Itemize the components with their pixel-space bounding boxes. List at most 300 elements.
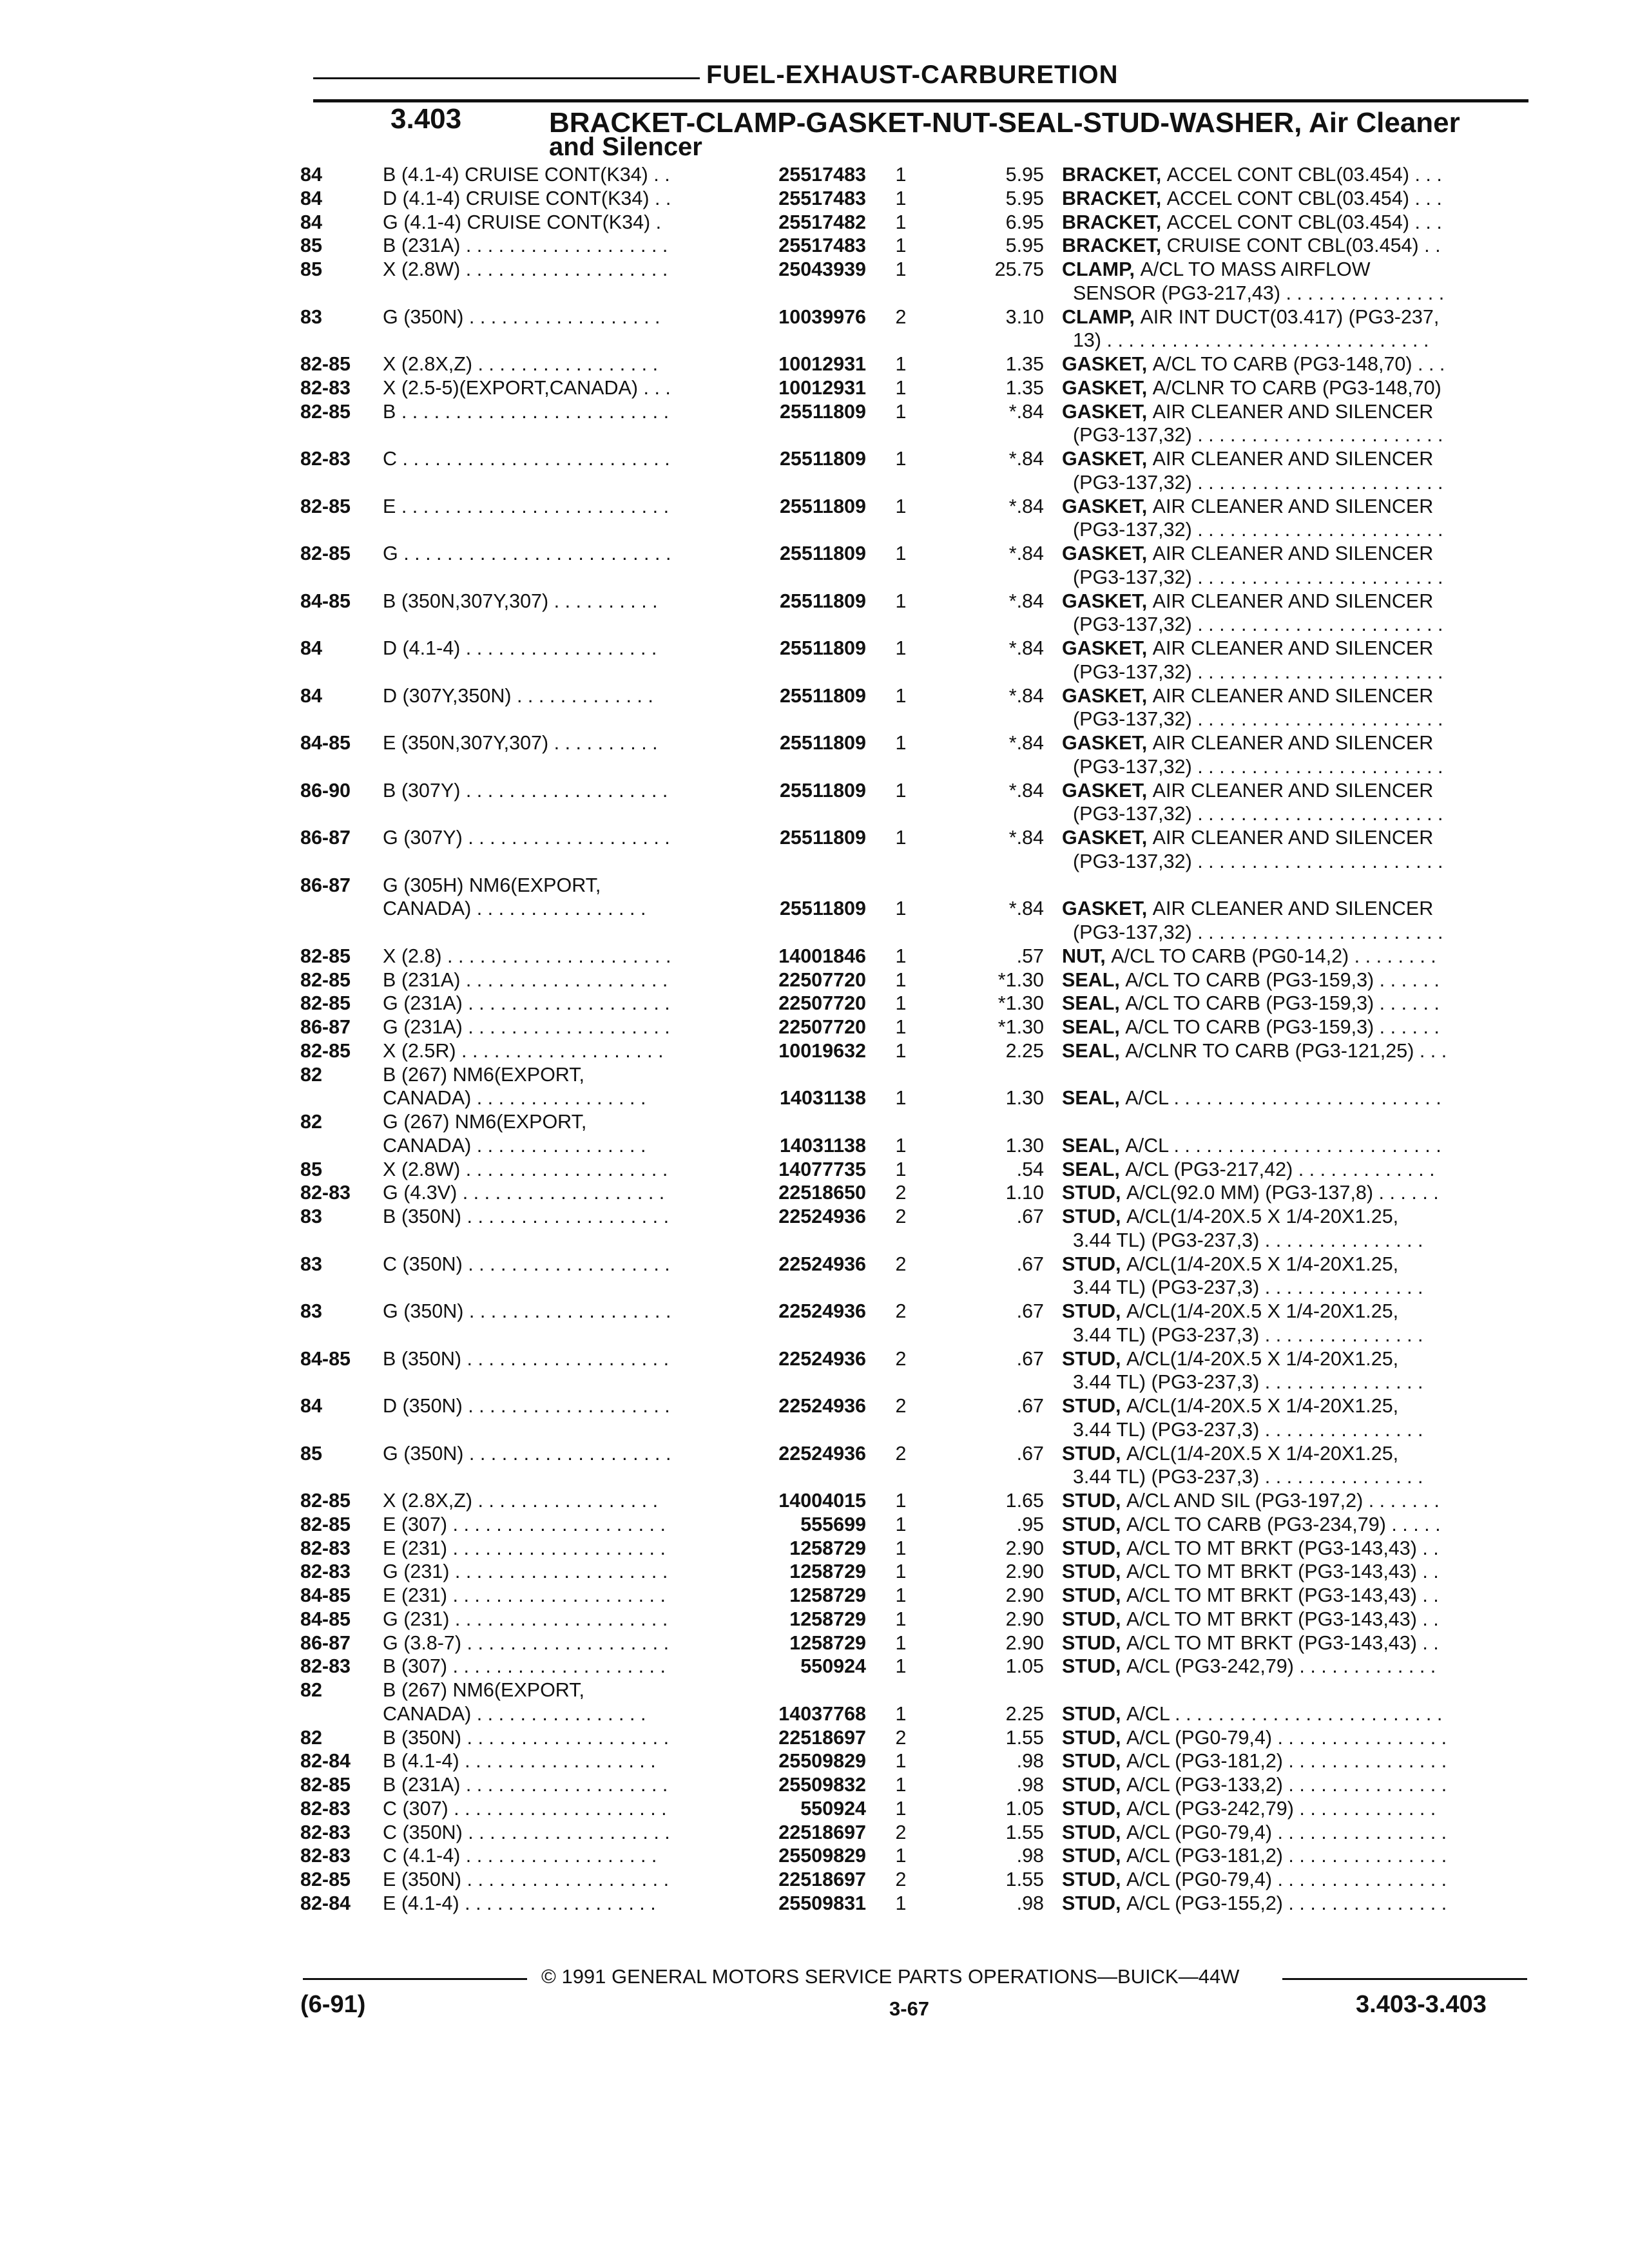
quantity: 1 bbox=[895, 258, 907, 280]
part-number: 25509829 bbox=[778, 1845, 866, 1867]
footer-rule-left bbox=[303, 1978, 527, 1980]
quantity: 1 bbox=[895, 1655, 907, 1678]
parts-line bbox=[0, 754, 1629, 779]
application: X (2.8X,Z) . . . . . . . . . . . . . . . . . bbox=[383, 1490, 659, 1512]
quantity: 2 bbox=[895, 1182, 907, 1204]
price: 1.35 bbox=[1005, 376, 1044, 399]
part-name: STUD, bbox=[1062, 1561, 1126, 1583]
price: *.84 bbox=[1008, 637, 1044, 659]
parts-line bbox=[0, 1441, 1629, 1466]
parts-line bbox=[0, 1820, 1629, 1845]
part-number: 25511809 bbox=[779, 827, 866, 849]
part-detail: A/CL(1/4-20X.5 X 1/4-20X1.25, bbox=[1126, 1300, 1399, 1322]
footer-copyright: © 1991 GENERAL MOTORS SERVICE PARTS OPERATIONS—BUICK—44W bbox=[541, 1965, 1240, 1988]
part-detail: A/CL AND SIL (PG3-197,2) . . . . . . . bbox=[1126, 1490, 1440, 1512]
application: B (267) NM6(EXPORT, bbox=[383, 1679, 584, 1701]
parts-line bbox=[0, 1488, 1629, 1513]
part-name: STUD, bbox=[1062, 1702, 1126, 1725]
quantity: 1 bbox=[895, 235, 907, 257]
parts-line bbox=[0, 1843, 1629, 1868]
part-detail: AIR CLEANER AND SILENCER bbox=[1152, 448, 1434, 470]
quantity: 2 bbox=[895, 1869, 907, 1890]
description bbox=[1062, 1678, 1532, 1702]
part-detail: 3.44 TL) (PG3-237,3) . . . . . . . . . . . . . . . bbox=[1062, 1418, 1423, 1441]
model-years: 82-83 bbox=[300, 448, 351, 470]
price: .98 bbox=[1016, 1774, 1044, 1796]
model-years: 82 bbox=[300, 1679, 322, 1701]
model-years: 82-85 bbox=[300, 968, 351, 991]
application: G (231) . . . . . . . . . . . . . . . . . . . . bbox=[383, 1608, 668, 1630]
description bbox=[1062, 1299, 1532, 1323]
part-detail: CRUISE CONT CBL(03.454) . . bbox=[1166, 235, 1441, 257]
application: B (4.1-4) . . . . . . . . . . . . . . . . . . bbox=[383, 1750, 656, 1773]
part-name: BRACKET, bbox=[1062, 187, 1167, 209]
quantity: 2 bbox=[895, 1253, 907, 1275]
price: 25.75 bbox=[994, 258, 1044, 280]
part-name: CLAMP, bbox=[1062, 305, 1141, 328]
quantity: 1 bbox=[895, 1158, 907, 1180]
model-years: 82 bbox=[300, 1726, 322, 1749]
model-years: 84 bbox=[300, 1395, 322, 1417]
application: G (350N) . . . . . . . . . . . . . . . . . . . bbox=[383, 1442, 671, 1465]
price: *.84 bbox=[1008, 448, 1044, 470]
part-detail: A/CL TO MASS AIRFLOW bbox=[1140, 258, 1371, 280]
description bbox=[1062, 210, 1532, 235]
quantity: 1 bbox=[895, 1134, 907, 1157]
parts-line bbox=[0, 210, 1629, 235]
part-name: GASKET, bbox=[1062, 353, 1153, 375]
part-detail: (PG3-137,32) . . . . . . . . . . . . . . . . . . . . . . . bbox=[1062, 613, 1443, 636]
description bbox=[1062, 1110, 1532, 1134]
quantity: 2 bbox=[895, 1347, 907, 1370]
price: 2.90 bbox=[1005, 1608, 1044, 1630]
parts-line bbox=[0, 1512, 1629, 1537]
parts-line bbox=[0, 162, 1629, 187]
part-detail: 3.44 TL) (PG3-237,3) . . . . . . . . . . . . . . . bbox=[1062, 1323, 1423, 1346]
parts-line bbox=[0, 896, 1629, 921]
price: *.84 bbox=[1008, 779, 1044, 802]
price: *.84 bbox=[1008, 732, 1044, 754]
application: C (4.1-4) . . . . . . . . . . . . . . . . . . bbox=[383, 1845, 657, 1867]
part-number: 25511809 bbox=[779, 637, 866, 659]
part-name: GASKET, bbox=[1062, 827, 1153, 849]
part-number: 1258729 bbox=[789, 1584, 866, 1606]
application: X (2.5-5)(EXPORT,CANADA) . . . bbox=[383, 376, 671, 399]
description bbox=[1062, 186, 1532, 211]
model-years: 82-85 bbox=[300, 1774, 351, 1796]
description bbox=[1062, 305, 1532, 329]
parts-line bbox=[0, 1773, 1629, 1797]
model-years: 82-85 bbox=[300, 543, 351, 564]
description bbox=[1062, 1039, 1532, 1063]
application: X (2.8) . . . . . . . . . . . . . . . . . . . . . bbox=[383, 945, 671, 967]
part-number: 1258729 bbox=[789, 1631, 866, 1654]
part-name: STUD, bbox=[1062, 1821, 1126, 1843]
description bbox=[1062, 1796, 1532, 1821]
part-detail: AIR CLEANER AND SILENCER bbox=[1152, 779, 1434, 802]
description bbox=[1062, 1062, 1532, 1087]
application: B (231A) . . . . . . . . . . . . . . . . . . . bbox=[383, 235, 668, 257]
part-detail: AIR CLEANER AND SILENCER bbox=[1152, 590, 1434, 612]
part-name: STUD, bbox=[1062, 1513, 1126, 1535]
quantity: 1 bbox=[895, 1561, 907, 1583]
part-detail: 13) . . . . . . . . . . . . . . . . . . . . . . . . . . . . . . bbox=[1062, 329, 1429, 352]
description bbox=[1062, 1204, 1532, 1229]
parts-line bbox=[0, 1583, 1629, 1608]
application: G (3.8-7) . . . . . . . . . . . . . . . . . . . bbox=[383, 1631, 670, 1654]
price: *.84 bbox=[1008, 827, 1044, 849]
price: 1.30 bbox=[1005, 1134, 1044, 1157]
part-name: SEAL, bbox=[1062, 1039, 1126, 1062]
description bbox=[1062, 684, 1532, 708]
parts-line bbox=[0, 1394, 1629, 1418]
parts-line bbox=[0, 1678, 1629, 1702]
model-years: 86-87 bbox=[300, 874, 351, 896]
description bbox=[1062, 1488, 1532, 1513]
description bbox=[1062, 1157, 1532, 1182]
price: *.84 bbox=[1008, 590, 1044, 612]
parts-line bbox=[0, 944, 1629, 968]
parts-line bbox=[0, 612, 1629, 637]
model-years: 82-85 bbox=[300, 353, 351, 375]
model-years: 82-83 bbox=[300, 1182, 351, 1204]
price: .95 bbox=[1016, 1513, 1044, 1535]
part-detail: A/CL TO MT BRKT (PG3-143,43) . . bbox=[1126, 1537, 1439, 1559]
description bbox=[1062, 1773, 1532, 1797]
part-number: 25509831 bbox=[778, 1892, 866, 1914]
model-years: 86-87 bbox=[300, 1631, 351, 1654]
part-detail: A/CL (PG3-242,79) . . . . . . . . . . . . . bbox=[1126, 1797, 1436, 1820]
price: *.84 bbox=[1008, 898, 1044, 920]
price: .67 bbox=[1016, 1442, 1044, 1465]
model-years: 82-84 bbox=[300, 1750, 351, 1773]
model-years: 85 bbox=[300, 1442, 322, 1465]
parts-line bbox=[0, 1418, 1629, 1442]
part-detail: A/CL TO MT BRKT (PG3-143,43) . . bbox=[1126, 1631, 1439, 1654]
part-number: 25511809 bbox=[779, 898, 866, 920]
application: X (2.8W) . . . . . . . . . . . . . . . . . . . bbox=[383, 1158, 668, 1180]
description bbox=[1062, 636, 1532, 660]
part-number: 25511809 bbox=[779, 590, 866, 612]
part-name: GASKET, bbox=[1062, 898, 1153, 920]
footer-rule-right bbox=[1282, 1978, 1527, 1980]
application: G (305H) NM6(EXPORT, bbox=[383, 874, 601, 896]
application: X (2.5R) . . . . . . . . . . . . . . . . . . . bbox=[383, 1039, 664, 1062]
part-detail: AIR CLEANER AND SILENCER bbox=[1152, 495, 1434, 517]
quantity: 1 bbox=[895, 1631, 907, 1654]
model-years: 83 bbox=[300, 1300, 322, 1322]
model-years: 84-85 bbox=[300, 590, 351, 612]
quantity: 1 bbox=[895, 543, 907, 564]
part-detail: (PG3-137,32) . . . . . . . . . . . . . . . . . . . . . . . bbox=[1062, 424, 1443, 447]
part-detail: A/CL (PG3-133,2) . . . . . . . . . . . . . . . bbox=[1126, 1774, 1447, 1796]
model-years: 82-83 bbox=[300, 1821, 351, 1843]
part-number: 14031138 bbox=[779, 1134, 866, 1157]
quantity: 1 bbox=[895, 1039, 907, 1062]
part-detail: A/CL (PG3-217,42) . . . . . . . . . . . . . bbox=[1125, 1158, 1435, 1180]
part-detail: (PG3-137,32) . . . . . . . . . . . . . . . . . . . . . . . bbox=[1062, 660, 1443, 683]
model-years: 84 bbox=[300, 684, 322, 707]
parts-line bbox=[0, 1607, 1629, 1631]
model-years: 82 bbox=[300, 1111, 322, 1133]
description bbox=[1062, 281, 1532, 305]
part-number: 550924 bbox=[800, 1797, 866, 1820]
part-number: 14001846 bbox=[778, 945, 866, 967]
quantity: 1 bbox=[895, 1797, 907, 1820]
description bbox=[1062, 447, 1532, 471]
description bbox=[1062, 920, 1532, 945]
description bbox=[1062, 825, 1532, 850]
parts-line bbox=[0, 1180, 1629, 1205]
description bbox=[1062, 754, 1532, 779]
description bbox=[1062, 541, 1532, 566]
part-name: BRACKET, bbox=[1062, 164, 1167, 186]
part-name: STUD, bbox=[1062, 1206, 1126, 1227]
part-number: 25511809 bbox=[779, 684, 866, 707]
model-years: 82-83 bbox=[300, 1655, 351, 1678]
parts-line bbox=[0, 1370, 1629, 1394]
part-detail: A/CL TO MT BRKT (PG3-143,43) . . bbox=[1126, 1608, 1439, 1630]
description bbox=[1062, 1394, 1532, 1418]
description bbox=[1062, 1465, 1532, 1489]
parts-line bbox=[0, 257, 1629, 282]
part-detail: (PG3-137,32) . . . . . . . . . . . . . . . . . . . . . . . bbox=[1062, 519, 1443, 541]
part-detail bbox=[1062, 1679, 1073, 1701]
part-number: 10039976 bbox=[778, 305, 866, 328]
quantity: 2 bbox=[895, 305, 907, 328]
parts-line bbox=[0, 731, 1629, 755]
description bbox=[1062, 1536, 1532, 1561]
price: .67 bbox=[1016, 1253, 1044, 1275]
part-name: NUT, bbox=[1062, 945, 1112, 967]
part-detail: A/CL TO CARB (PG3-159,3) . . . . . . bbox=[1125, 1016, 1440, 1038]
description bbox=[1062, 1654, 1532, 1678]
part-detail: A/CL (PG3-242,79) . . . . . . . . . . . . . bbox=[1126, 1655, 1436, 1678]
price: .98 bbox=[1016, 1750, 1044, 1773]
part-number: 25517482 bbox=[778, 211, 866, 233]
part-name: STUD, bbox=[1062, 1726, 1126, 1749]
part-name: STUD, bbox=[1062, 1608, 1126, 1630]
parts-line bbox=[0, 1157, 1629, 1182]
part-number: 22524936 bbox=[778, 1347, 866, 1370]
parts-line bbox=[0, 447, 1629, 471]
part-detail: AIR CLEANER AND SILENCER bbox=[1152, 684, 1434, 707]
part-name: GASKET, bbox=[1062, 376, 1153, 399]
description bbox=[1062, 162, 1532, 187]
quantity: 1 bbox=[895, 1016, 907, 1038]
part-detail: A/CL TO CARB (PG3-234,79) . . . . . bbox=[1126, 1513, 1441, 1535]
parts-line bbox=[0, 328, 1629, 352]
application: B (307) . . . . . . . . . . . . . . . . . . . . bbox=[383, 1655, 666, 1678]
part-detail: (PG3-137,32) . . . . . . . . . . . . . . . . . . . . . . . bbox=[1062, 708, 1443, 731]
description bbox=[1062, 873, 1532, 898]
part-detail: (PG3-137,32) . . . . . . . . . . . . . . . . . . . . . . . bbox=[1062, 471, 1443, 494]
description bbox=[1062, 328, 1532, 352]
part-number: 25043939 bbox=[778, 258, 866, 280]
quantity: 1 bbox=[895, 779, 907, 802]
part-number: 1258729 bbox=[789, 1608, 866, 1630]
part-name: SEAL, bbox=[1062, 1087, 1126, 1110]
parts-line bbox=[0, 1725, 1629, 1750]
application: CANADA) . . . . . . . . . . . . . . . . bbox=[383, 1134, 646, 1157]
model-years: 82-85 bbox=[300, 992, 351, 1015]
price: *.84 bbox=[1008, 495, 1044, 517]
quantity: 1 bbox=[895, 495, 907, 517]
part-detail: 3.44 TL) (PG3-237,3) . . . . . . . . . . . . . . . bbox=[1062, 1276, 1423, 1299]
footer-section-range: 3.403-3.403 bbox=[1356, 1991, 1487, 2018]
application: X (2.8W) . . . . . . . . . . . . . . . . . . . bbox=[383, 258, 668, 280]
part-detail: (PG3-137,32) . . . . . . . . . . . . . . . . . . . . . . . bbox=[1062, 803, 1443, 825]
part-name: SEAL, bbox=[1062, 1016, 1126, 1038]
price: 5.95 bbox=[1005, 187, 1044, 209]
application: D (4.1-4) CRUISE CONT(K34) . . bbox=[383, 187, 671, 209]
quantity: 1 bbox=[895, 1087, 907, 1110]
part-number: 25511809 bbox=[779, 779, 866, 802]
parts-line bbox=[0, 1252, 1629, 1276]
part-number: 25517483 bbox=[778, 235, 866, 257]
part-detail: AIR CLEANER AND SILENCER bbox=[1152, 732, 1434, 754]
part-detail: A/CL . . . . . . . . . . . . . . . . . . . . . . . . . bbox=[1125, 1087, 1441, 1110]
part-number: 10012931 bbox=[778, 353, 866, 375]
description bbox=[1062, 376, 1532, 400]
model-years: 84 bbox=[300, 211, 322, 233]
application: CANADA) . . . . . . . . . . . . . . . . bbox=[383, 1087, 646, 1110]
part-detail: A/CL (PG0-79,4) . . . . . . . . . . . . . . . . bbox=[1126, 1821, 1447, 1843]
quantity: 1 bbox=[895, 1490, 907, 1512]
part-detail: AIR CLEANER AND SILENCER bbox=[1152, 400, 1434, 423]
parts-line bbox=[0, 399, 1629, 424]
part-name: STUD, bbox=[1062, 1300, 1126, 1322]
application: E (231) . . . . . . . . . . . . . . . . . . . . bbox=[383, 1537, 666, 1559]
application: E (307) . . . . . . . . . . . . . . . . . . . . bbox=[383, 1513, 666, 1535]
quantity: 1 bbox=[895, 1537, 907, 1559]
part-name: SEAL, bbox=[1062, 992, 1126, 1015]
application: G (350N) . . . . . . . . . . . . . . . . . . . bbox=[383, 1300, 671, 1322]
quantity: 1 bbox=[895, 211, 907, 233]
part-detail bbox=[1062, 1064, 1073, 1086]
part-number: 14037768 bbox=[778, 1702, 866, 1725]
parts-line bbox=[0, 1086, 1629, 1110]
part-number: 14031138 bbox=[779, 1087, 866, 1110]
description bbox=[1062, 968, 1532, 992]
description bbox=[1062, 1843, 1532, 1868]
part-detail: A/CL(1/4-20X.5 X 1/4-20X1.25, bbox=[1126, 1206, 1399, 1227]
price: .98 bbox=[1016, 1892, 1044, 1914]
model-years: 85 bbox=[300, 235, 322, 257]
part-detail: (PG3-137,32) . . . . . . . . . . . . . . . . . . . . . . . bbox=[1062, 755, 1443, 778]
price: 5.95 bbox=[1005, 235, 1044, 257]
quantity: 1 bbox=[895, 1750, 907, 1773]
price: *.84 bbox=[1008, 684, 1044, 707]
quantity: 1 bbox=[895, 376, 907, 399]
parts-line bbox=[0, 684, 1629, 708]
quantity: 1 bbox=[895, 164, 907, 186]
description bbox=[1062, 1607, 1532, 1631]
part-detail: AIR CLEANER AND SILENCER bbox=[1152, 637, 1434, 659]
part-number: 10019632 bbox=[778, 1039, 866, 1062]
parts-line bbox=[0, 1891, 1629, 1916]
description bbox=[1062, 233, 1532, 258]
application: C . . . . . . . . . . . . . . . . . . . . . . . . . bbox=[383, 448, 670, 470]
application: B . . . . . . . . . . . . . . . . . . . . . . . . . bbox=[383, 400, 670, 423]
part-name: STUD, bbox=[1062, 1892, 1126, 1914]
parts-line bbox=[0, 589, 1629, 613]
part-name: STUD, bbox=[1062, 1750, 1126, 1773]
part-detail: ACCEL CONT CBL(03.454) . . . bbox=[1166, 164, 1442, 186]
parts-line bbox=[0, 1015, 1629, 1039]
application: G (231) . . . . . . . . . . . . . . . . . . . . bbox=[383, 1561, 668, 1583]
model-years: 84-85 bbox=[300, 1608, 351, 1630]
price: .67 bbox=[1016, 1347, 1044, 1370]
part-detail: 3.44 TL) (PG3-237,3) . . . . . . . . . . . . . . . bbox=[1062, 1229, 1423, 1251]
description bbox=[1062, 565, 1532, 590]
description bbox=[1062, 1228, 1532, 1253]
price: .98 bbox=[1016, 1845, 1044, 1867]
part-name: SEAL, bbox=[1062, 1134, 1126, 1157]
part-name: STUD, bbox=[1062, 1845, 1126, 1867]
quantity: 1 bbox=[895, 187, 907, 209]
parts-line bbox=[0, 423, 1629, 447]
application: G (267) NM6(EXPORT, bbox=[383, 1111, 587, 1133]
parts-line bbox=[0, 494, 1629, 519]
application: E (4.1-4) . . . . . . . . . . . . . . . . . . bbox=[383, 1892, 656, 1914]
price: *.84 bbox=[1008, 400, 1044, 423]
parts-line bbox=[0, 1631, 1629, 1655]
quantity: 1 bbox=[895, 945, 907, 967]
description bbox=[1062, 1347, 1532, 1371]
part-name: STUD, bbox=[1062, 1631, 1126, 1654]
description bbox=[1062, 399, 1532, 424]
model-years: 84 bbox=[300, 637, 322, 659]
parts-line bbox=[0, 1465, 1629, 1489]
part-name: GASKET, bbox=[1062, 448, 1153, 470]
part-detail: A/CL TO CARB (PG3-159,3) . . . . . . bbox=[1125, 968, 1440, 991]
part-number: 25517483 bbox=[778, 187, 866, 209]
model-years: 83 bbox=[300, 305, 322, 328]
part-name: STUD, bbox=[1062, 1395, 1126, 1417]
description bbox=[1062, 1891, 1532, 1916]
parts-line bbox=[0, 1039, 1629, 1063]
price: 6.95 bbox=[1005, 211, 1044, 233]
parts-line bbox=[0, 778, 1629, 803]
model-years: 84-85 bbox=[300, 732, 351, 754]
parts-line bbox=[0, 636, 1629, 660]
part-name: CLAMP, bbox=[1062, 258, 1141, 280]
description bbox=[1062, 1512, 1532, 1537]
model-years: 83 bbox=[300, 1206, 322, 1227]
model-years: 82-83 bbox=[300, 1537, 351, 1559]
price: 5.95 bbox=[1005, 164, 1044, 186]
description bbox=[1062, 1820, 1532, 1845]
part-name: STUD, bbox=[1062, 1774, 1126, 1796]
quantity: 1 bbox=[895, 637, 907, 659]
part-number: 22507720 bbox=[778, 1016, 866, 1038]
price: .54 bbox=[1016, 1158, 1044, 1180]
model-years: 82-85 bbox=[300, 1039, 351, 1062]
part-name: GASKET, bbox=[1062, 590, 1153, 612]
group-title-continued: and Silencer bbox=[549, 133, 702, 161]
price: 2.90 bbox=[1005, 1537, 1044, 1559]
description bbox=[1062, 470, 1532, 495]
price: *1.30 bbox=[998, 968, 1044, 991]
price: *1.30 bbox=[998, 992, 1044, 1015]
description bbox=[1062, 612, 1532, 637]
model-years: 82-85 bbox=[300, 1869, 351, 1890]
application: C (350N) . . . . . . . . . . . . . . . . . . . bbox=[383, 1821, 670, 1843]
description bbox=[1062, 1275, 1532, 1300]
part-detail: A/CL (PG0-79,4) . . . . . . . . . . . . . . . . bbox=[1126, 1869, 1447, 1890]
parts-line bbox=[0, 1559, 1629, 1584]
